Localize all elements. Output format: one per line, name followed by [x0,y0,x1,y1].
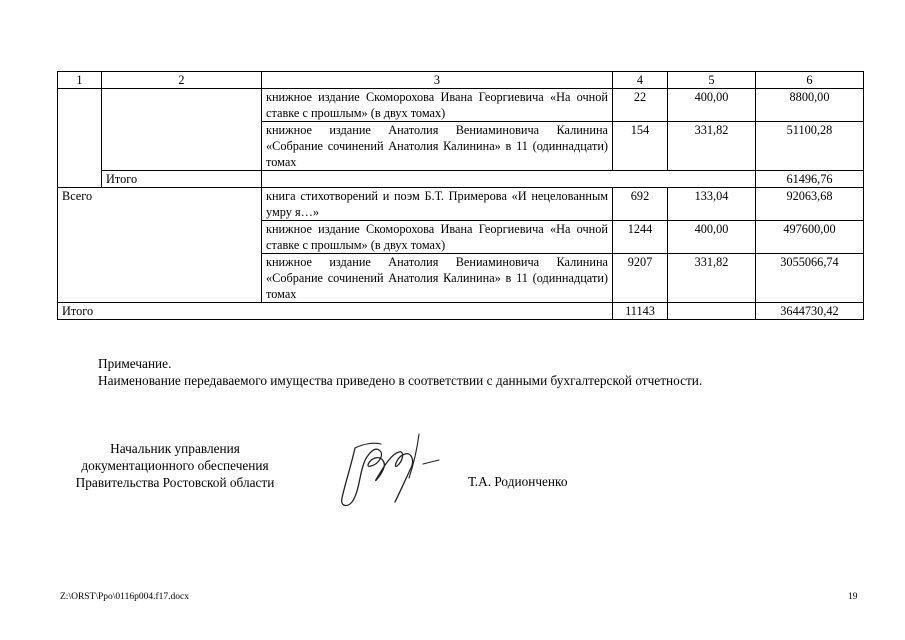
item-description: книга стихотворений и поэм Б.Т. Примерова «И нецелованным умру я…» [262,188,613,221]
header-cell-1: 1 [58,72,102,89]
handwritten-signature [333,432,445,510]
item-quantity: 1244 [613,221,668,254]
page-number: 19 [848,592,858,602]
header-cell-3: 3 [262,72,613,89]
empty-cell [102,89,262,171]
total-label: Итого [58,303,613,320]
item-total: 51100,28 [756,122,864,171]
note-text: Наименование передаваемого имущества приведено в соответствии с данными бухгалтерской отчетности. [98,373,703,388]
item-price: 331,82 [668,254,756,303]
item-description: книжное издание Скоморохова Ивана Георгиевича «На очной ставке с прошлым» (в двух томах) [262,221,613,254]
total-quantity: 11143 [613,303,668,320]
item-description: книжное издание Скоморохова Ивана Георгиевича «На очной ставке с прошлым» (в двух томах) [262,89,613,122]
item-total: 92063,68 [756,188,864,221]
item-quantity: 692 [613,188,668,221]
item-description: книжное издание Анатолия Вениаминовича Калинина «Собрание сочинений Анатолия Калинина» в 11 (одиннадцати) томах [262,254,613,303]
header-cell-5: 5 [668,72,756,89]
header-cell-6: 6 [756,72,864,89]
signatory-line-2: документационного обеспечения [81,458,269,473]
item-price: 400,00 [668,89,756,122]
note-title: Примечание. [98,356,172,371]
item-description: книжное издание Анатолия Вениаминовича Калинина «Собрание сочинений Анатолия Калинина» в 11 (одиннадцати) томах [262,122,613,171]
signatory-name: Т.А. Родионченко [468,474,568,489]
item-total: 497600,00 [756,221,864,254]
note-block [98,355,702,389]
item-quantity: 9207 [613,254,668,303]
file-path: Z:\ORST\Ppo\0116p004.f17.docx [60,592,189,602]
signatory-line-3: Правительства Ростовской области [75,475,275,490]
subtotal-value: 61496,76 [756,171,864,188]
item-quantity: 22 [613,89,668,122]
grand-total-label: Всего [58,188,262,303]
item-price: 133,04 [668,188,756,221]
table-row [58,188,864,221]
table-header-row [58,72,864,89]
empty-cell [262,171,756,188]
item-price: 400,00 [668,221,756,254]
subtotal-row [58,171,864,188]
empty-cell [668,303,756,320]
empty-cell [58,89,102,188]
total-row [58,303,864,320]
header-cell-2: 2 [102,72,262,89]
signatory-position [60,440,290,491]
subtotal-label: Итого [102,171,262,188]
property-table [57,71,864,320]
item-quantity: 154 [613,122,668,171]
table-row [58,89,864,122]
item-total: 3055066,74 [756,254,864,303]
signatory-line-1: Начальник управления [110,441,240,456]
header-cell-4: 4 [613,72,668,89]
total-value: 3644730,42 [756,303,864,320]
item-price: 331,82 [668,122,756,171]
item-total: 8800,00 [756,89,864,122]
